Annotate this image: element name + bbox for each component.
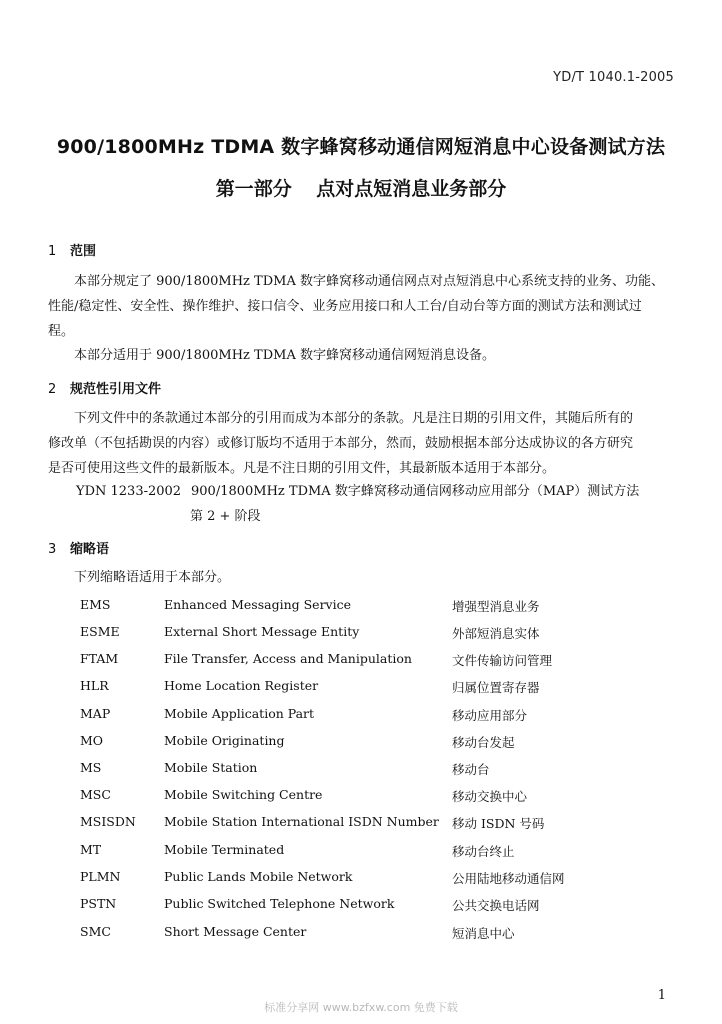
abbreviation-row xyxy=(80,624,680,644)
abbreviation-chinese: 移动台发起 xyxy=(452,735,515,750)
footer-watermark: 标准分享网 www.bzfxw.com 免费下载 xyxy=(264,1001,458,1014)
abbreviation-code: PLMN xyxy=(80,869,121,884)
abbreviation-english: Mobile Terminated xyxy=(164,842,285,857)
abbreviation-code: MAP xyxy=(80,706,111,721)
abbreviation-chinese: 文件传输访问管理 xyxy=(452,653,553,668)
abbreviation-code: MSC xyxy=(80,787,111,802)
abbreviation-row xyxy=(80,760,680,780)
abbreviation-code: HLR xyxy=(80,678,109,693)
abbreviation-chinese: 归属位置寄存器 xyxy=(452,680,540,695)
scope-line: 程。 xyxy=(48,324,75,339)
abbreviation-row xyxy=(80,706,680,726)
document-subtitle: 第一部分 点对点短消息业务部分 xyxy=(215,178,507,200)
section-heading-scope xyxy=(48,240,96,259)
abbreviation-code: ESME xyxy=(80,624,120,639)
scope-line: 本部分规定了 900/1800MHz TDMA 数字蜂窝移动通信网点对点短消息中心系统支持的业务、功能、 xyxy=(74,274,664,289)
page-number: 1 xyxy=(657,988,666,1003)
abbreviation-code: SMC xyxy=(80,924,111,939)
abbreviation-code: PSTN xyxy=(80,896,117,911)
abbreviation-english: Mobile Switching Centre xyxy=(164,787,323,802)
abbreviation-english: Public Lands Mobile Network xyxy=(164,869,353,884)
document-title: 900/1800MHz TDMA 数字蜂窝移动通信网短消息中心设备测试方法 xyxy=(56,136,666,158)
abbreviation-code: FTAM xyxy=(80,651,119,666)
abbreviation-row xyxy=(80,733,680,753)
abbreviation-english: External Short Message Entity xyxy=(164,624,360,639)
abbreviation-chinese: 移动台 xyxy=(452,762,490,777)
scope-paragraph-1 xyxy=(48,269,678,344)
abbreviation-code: MS xyxy=(80,760,102,775)
scope-paragraph-2 xyxy=(48,343,678,368)
abbreviations-intro-text: 下列缩略语适用于本部分。 xyxy=(74,570,231,585)
reference-title: 900/1800MHz TDMA 数字蜂窝移动通信网移动应用部分（MAP）测试方法 xyxy=(191,484,640,499)
abbreviation-chinese: 移动交换中心 xyxy=(452,789,528,804)
abbreviation-english: Mobile Station xyxy=(164,760,258,775)
reference-code: YDN 1233-2002 xyxy=(76,484,182,499)
abbreviations-intro xyxy=(48,565,678,590)
abbreviation-row xyxy=(80,896,680,916)
abbreviation-row xyxy=(80,651,680,671)
normative-line: 下列文件中的条款通过本部分的引用而成为本部分的条款。凡是注日期的引用文件，其随后所有的 xyxy=(74,411,634,426)
normative-paragraph xyxy=(48,406,678,481)
normative-line: 修改单（不包括勘误的内容）或修订版均不适用于本部分，然而，鼓励根据本部分达成协议的各方研究 xyxy=(48,436,634,451)
section-number: 1 xyxy=(48,244,57,259)
abbreviation-row xyxy=(80,842,680,862)
normative-line: 是否可使用这些文件的最新版本。凡是不注日期的引用文件，其最新版本适用于本部分。 xyxy=(48,461,556,476)
standard-code: YD/T 1040.1-2005 xyxy=(553,70,674,85)
abbreviation-row xyxy=(80,678,680,698)
abbreviation-english: Home Location Register xyxy=(164,678,319,693)
abbreviation-english: Mobile Application Part xyxy=(164,706,315,721)
section-heading-abbreviations xyxy=(48,538,109,557)
scope-line: 性能/稳定性、安全性、操作维护、接口信令、业务应用接口和人工台/自动台等方面的测试方法和测试过 xyxy=(48,299,642,314)
abbreviation-chinese: 短消息中心 xyxy=(452,926,515,941)
abbreviation-chinese: 移动台终止 xyxy=(452,844,515,859)
abbreviation-chinese: 增强型消息业务 xyxy=(452,599,540,614)
section-title: 缩略语 xyxy=(70,542,110,557)
abbreviation-code: EMS xyxy=(80,597,111,612)
abbreviation-row xyxy=(80,814,680,834)
section-number: 3 xyxy=(48,542,57,557)
abbreviation-row xyxy=(80,869,680,889)
abbreviation-code: MT xyxy=(80,842,102,857)
scope-line: 本部分适用于 900/1800MHz TDMA 数字蜂窝移动通信网短消息设备。 xyxy=(74,348,495,363)
reference-entry xyxy=(76,481,639,502)
abbreviation-english: Mobile Originating xyxy=(164,733,285,748)
abbreviation-chinese: 公共交换电话网 xyxy=(452,898,540,913)
abbreviation-row xyxy=(80,924,680,944)
section-number: 2 xyxy=(48,382,57,397)
abbreviation-english: Public Switched Telephone Network xyxy=(164,896,395,911)
section-heading-normative xyxy=(48,378,161,397)
abbreviation-chinese: 移动应用部分 xyxy=(452,708,528,723)
abbreviation-row xyxy=(80,597,680,617)
abbreviation-english: Enhanced Messaging Service xyxy=(164,597,351,612)
abbreviation-chinese: 公用陆地移动通信网 xyxy=(452,871,565,886)
abbreviation-chinese: 移动 ISDN 号码 xyxy=(452,816,545,831)
abbreviation-row xyxy=(80,787,680,807)
abbreviation-code: MO xyxy=(80,733,104,748)
section-title: 规范性引用文件 xyxy=(70,382,162,397)
abbreviation-english: File Transfer, Access and Manipulation xyxy=(164,651,412,666)
abbreviation-english: Short Message Center xyxy=(164,924,307,939)
section-title: 范围 xyxy=(70,244,97,259)
abbreviation-chinese: 外部短消息实体 xyxy=(452,626,540,641)
abbreviation-code: MSISDN xyxy=(80,814,136,829)
reference-title-continued: 第 2 + 阶段 xyxy=(190,509,261,524)
abbreviation-english: Mobile Station International ISDN Number xyxy=(164,814,439,829)
